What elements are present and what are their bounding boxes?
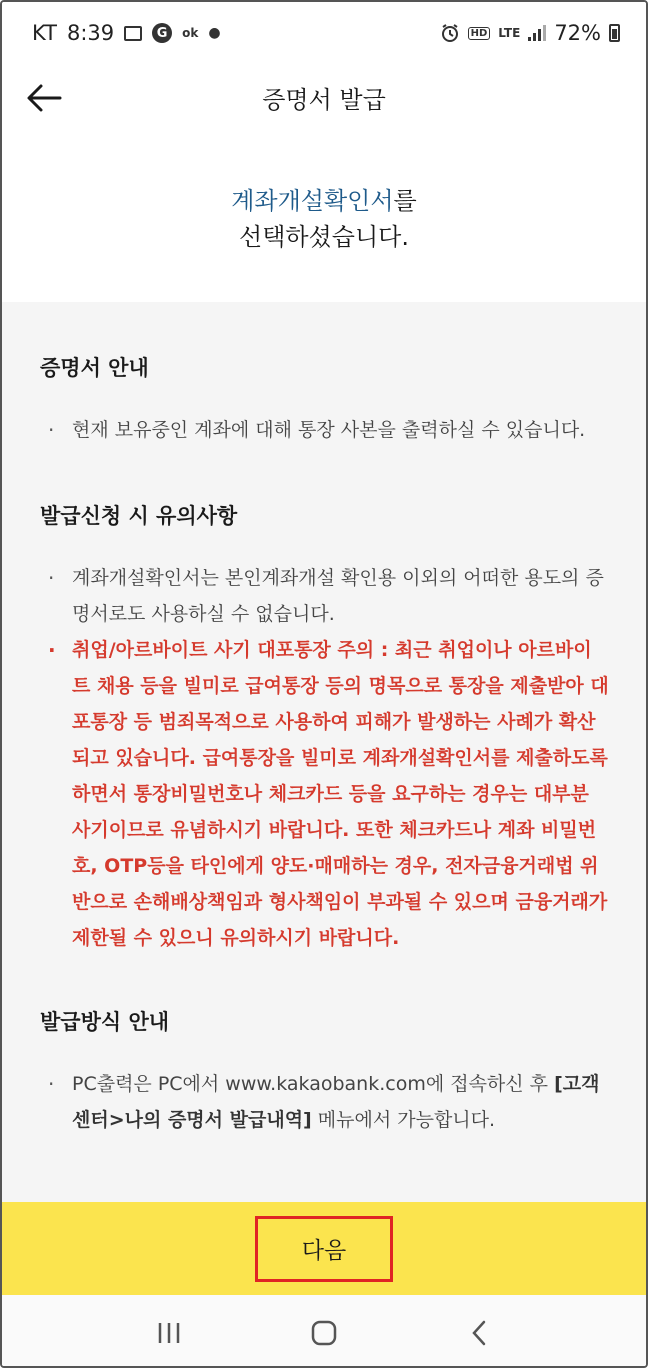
alarm-icon xyxy=(440,23,460,43)
top-app-bar xyxy=(2,64,646,130)
back-button[interactable] xyxy=(22,76,66,120)
selection-suffix: 를 xyxy=(393,187,417,215)
system-nav-bar xyxy=(2,1295,646,1368)
selection-message xyxy=(2,130,646,302)
method-item xyxy=(40,1066,610,1138)
caution-item-warning: · 취업/아르바이트 사기 대포통장 주의 : 최근 취업이나 아르바이트 채용 등을 빌미로 급여통장 등의 명목으로 통장을 제출받아 대포통장 등 범죄목적으로 사용하여 피해가 발생하는 사례가 확산되고 있습니다. 급여통장을 빌미로 계좌개설확인서를 제출하도록 하면서 통장비밀번호나 체크카드 등을 요구하는 경우는 대부분 사기이므로 유념하시기 바랍니다. 또한 체크카드나 계좌 비밀번호, OTP등을 타인에게 양도·매매하는 경우, 전자금융거래법 위반으로 손해배상책임과 형사책임이 부과될 수 있으며 금융거래가 제한될 수 있으니 유의하시기 바랍니다. xyxy=(40,632,610,956)
clock: 8:39 xyxy=(66,21,115,45)
selection-line-1 xyxy=(2,184,646,218)
system-back-button[interactable] xyxy=(449,1308,509,1358)
guide-item: · 현재 보유중인 계좌에 대해 통장 사본을 출력하실 수 있습니다. xyxy=(40,412,610,448)
lte-icon: LTE xyxy=(498,26,521,40)
info-scroll-area[interactable] xyxy=(2,302,646,1202)
signal-icon xyxy=(528,25,546,41)
gallery-icon xyxy=(124,26,142,41)
arrow-left-icon xyxy=(26,83,62,113)
selected-document-name: 계좌개설확인서 xyxy=(231,187,394,215)
method-item-menu-path: [고객센터>나의 증명서 발급내역] xyxy=(72,1073,600,1131)
section-title-guide: 증명서 안내 xyxy=(40,356,149,380)
method-item-suffix: 메뉴에서 가능합니다. xyxy=(311,1109,496,1131)
section-title-caution: 발급신청 시 유의사항 xyxy=(40,504,238,528)
status-left xyxy=(32,21,221,45)
method-item-prefix: PC출력은 PC에서 www.kakaobank.com에 접속하신 후 xyxy=(72,1073,555,1095)
ok-icon: ok xyxy=(182,26,199,40)
recent-apps-icon xyxy=(156,1321,182,1345)
page-title: 증명서 발급 xyxy=(262,85,386,114)
next-button[interactable]: 다음 xyxy=(255,1216,393,1282)
chevron-left-icon xyxy=(469,1319,489,1347)
battery-percent: 72% xyxy=(554,21,601,45)
section-title-method: 발급방식 안내 xyxy=(40,1010,170,1034)
hd-voice-icon: HD xyxy=(468,27,491,40)
home-icon xyxy=(310,1319,338,1347)
g-icon: G xyxy=(152,23,172,43)
selection-line-2: 선택하셨습니다. xyxy=(239,223,409,251)
recent-apps-button[interactable] xyxy=(139,1308,199,1358)
caution-item-1: · 계좌개설확인서는 본인계좌개설 확인용 이외의 어떠한 용도의 증명서로도 사용하실 수 없습니다. xyxy=(40,560,610,632)
bottom-action-bar xyxy=(2,1202,646,1295)
home-button[interactable] xyxy=(294,1308,354,1358)
carrier-label: KT xyxy=(32,21,57,45)
notification-dot-icon: ● xyxy=(208,25,221,41)
status-right xyxy=(440,21,620,45)
battery-icon xyxy=(609,24,620,42)
status-bar xyxy=(2,2,646,64)
